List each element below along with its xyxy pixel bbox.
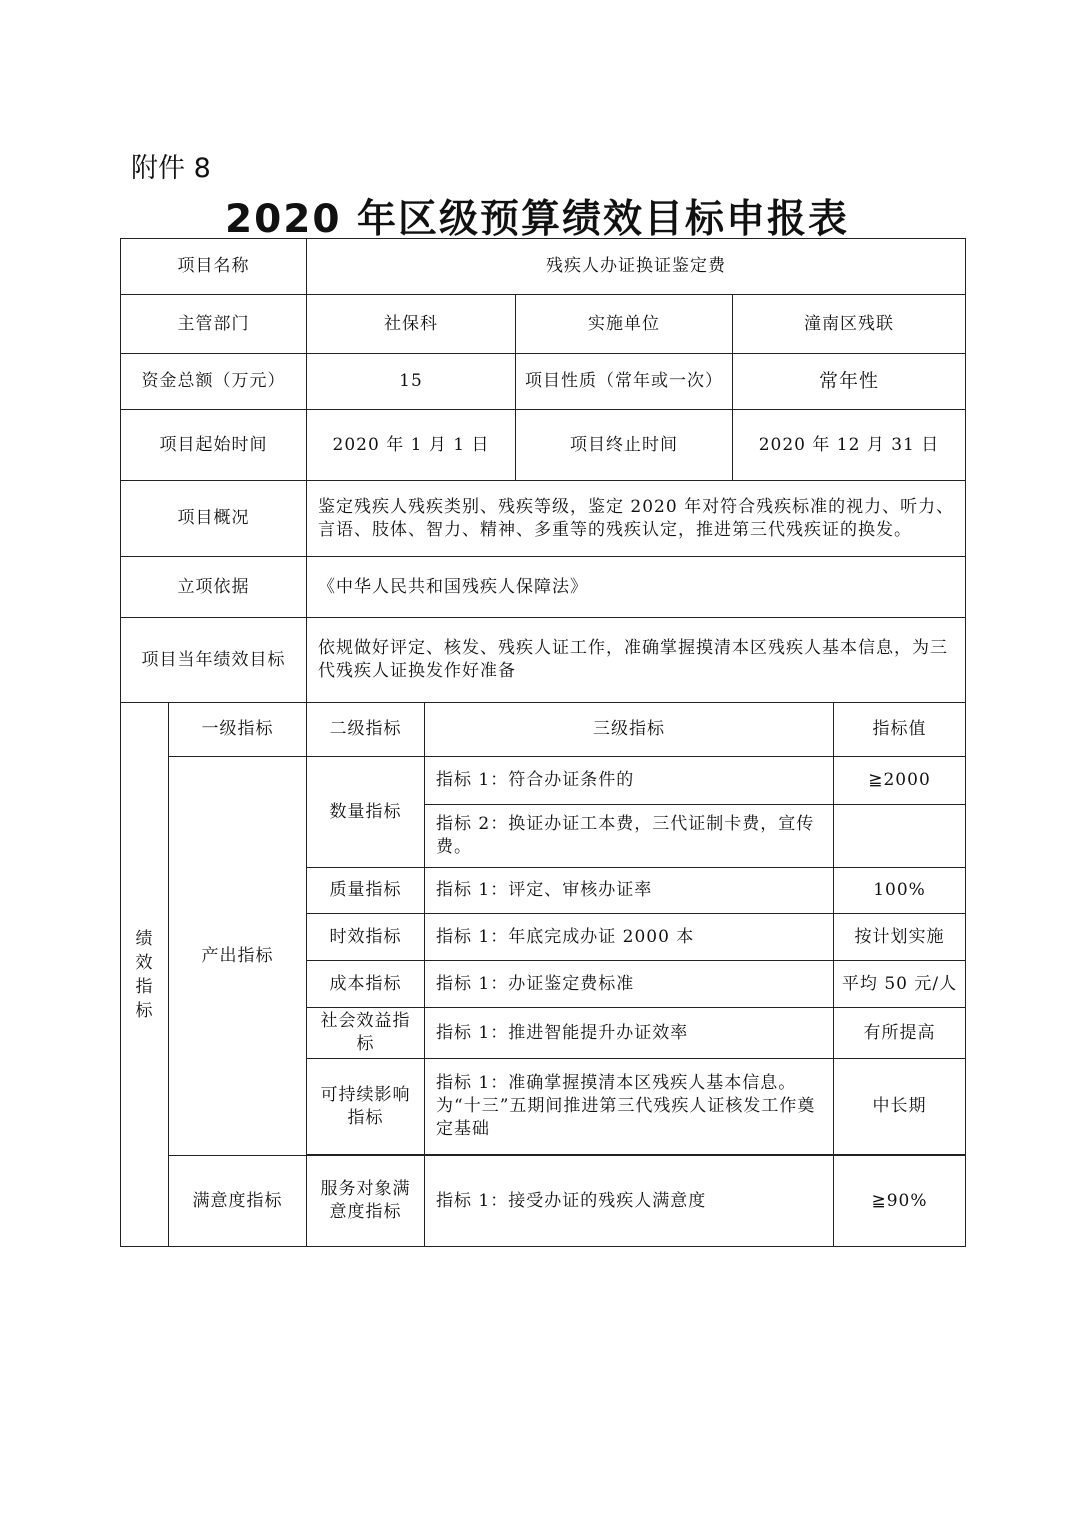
project-name-value: 残疾人办证换证鉴定费 [307, 239, 966, 295]
value-cell: 有所提高 [834, 1008, 966, 1059]
level3-cell: 指标 2：换证办证工本费，三代证制卡费，宣传费。 [425, 805, 834, 868]
goal-label: 项目当年绩效目标 [121, 618, 307, 703]
goal-value: 依规做好评定、核发、残疾人证工作，准确掌握摸清本区残疾人基本信息，为三代残疾人证换发作好准备 [307, 618, 966, 703]
impl-unit-value: 潼南区残联 [733, 295, 966, 354]
row-overview [121, 481, 966, 557]
value-cell: ≧90% [834, 1156, 966, 1247]
fund-value: 15 [307, 354, 516, 410]
dept-label: 主管部门 [121, 295, 307, 354]
project-name-label: 项目名称 [121, 239, 307, 295]
indicator-row [121, 757, 966, 805]
row-period [121, 410, 966, 481]
row-project-name [121, 239, 966, 295]
output-indicator-label: 产出指标 [169, 757, 307, 1156]
basis-value: 《中华人民共和国残疾人保障法》 [307, 557, 966, 618]
value-cell: 中长期 [834, 1059, 966, 1155]
performance-indicator-section-label: 绩效指标 [121, 703, 169, 1247]
dept-value: 社保科 [307, 295, 516, 354]
attachment-label: 附件 8 [131, 153, 211, 184]
value-cell: 按计划实施 [834, 914, 966, 961]
satisfaction-indicator-label: 满意度指标 [169, 1156, 307, 1247]
level2-cell: 可持续影响指标 [307, 1059, 425, 1155]
header-level2: 二级指标 [307, 703, 425, 757]
header-value: 指标值 [834, 703, 966, 757]
level2-cell: 服务对象满意度指标 [307, 1156, 425, 1247]
level2-cell: 成本指标 [307, 961, 425, 1008]
start-label: 项目起始时间 [121, 410, 307, 481]
row-basis [121, 557, 966, 618]
row-department [121, 295, 966, 354]
indicator-row [121, 1156, 966, 1247]
level3-cell: 指标 1：评定、审核办证率 [425, 868, 834, 914]
level3-cell: 指标 1：接受办证的残疾人满意度 [425, 1156, 834, 1247]
overview-value: 鉴定残疾人残疾类别、残疾等级，鉴定 2020 年对符合残疾标准的视力、听力、言语、肢体、智力、精神、多重等的残疾认定，推进第三代残疾证的换发。 [307, 481, 966, 557]
fund-label: 资金总额（万元） [121, 354, 307, 410]
header-level1: 一级指标 [169, 703, 307, 757]
level2-cell: 时效指标 [307, 914, 425, 961]
impl-unit-label: 实施单位 [516, 295, 733, 354]
start-value: 2020 年 1 月 1 日 [307, 410, 516, 481]
value-cell: 平均 50 元/人 [834, 961, 966, 1008]
level3-cell: 指标 1：年底完成办证 2000 本 [425, 914, 834, 961]
end-value: 2020 年 12 月 31 日 [733, 410, 966, 481]
end-label: 项目终止时间 [516, 410, 733, 481]
nature-value: 常年性 [733, 354, 966, 410]
overview-label: 项目概况 [121, 481, 307, 557]
header-level3: 三级指标 [425, 703, 834, 757]
level2-cell: 数量指标 [307, 757, 425, 868]
level2-cell: 社会效益指标 [307, 1008, 425, 1059]
level3-cell: 指标 1：准确掌握摸清本区残疾人基本信息。为“十三”五期间推进第三代残疾人证核发工作奠定基础 [425, 1059, 834, 1155]
row-goal [121, 618, 966, 703]
level3-cell: 指标 1：符合办证条件的 [425, 757, 834, 805]
page-title: 2020 年区级预算绩效目标申报表 [224, 197, 850, 242]
basis-label: 立项依据 [121, 557, 307, 618]
nature-label: 项目性质（常年或一次） [516, 354, 733, 410]
row-fund [121, 354, 966, 410]
indicator-header-row [121, 703, 966, 757]
level3-cell: 指标 1：推进智能提升办证效率 [425, 1008, 834, 1059]
level3-cell: 指标 1：办证鉴定费标准 [425, 961, 834, 1008]
value-cell: 100% [834, 868, 966, 914]
performance-target-form [120, 238, 966, 1247]
value-cell: ≧2000 [834, 757, 966, 805]
value-cell [834, 805, 966, 868]
level2-cell: 质量指标 [307, 868, 425, 914]
